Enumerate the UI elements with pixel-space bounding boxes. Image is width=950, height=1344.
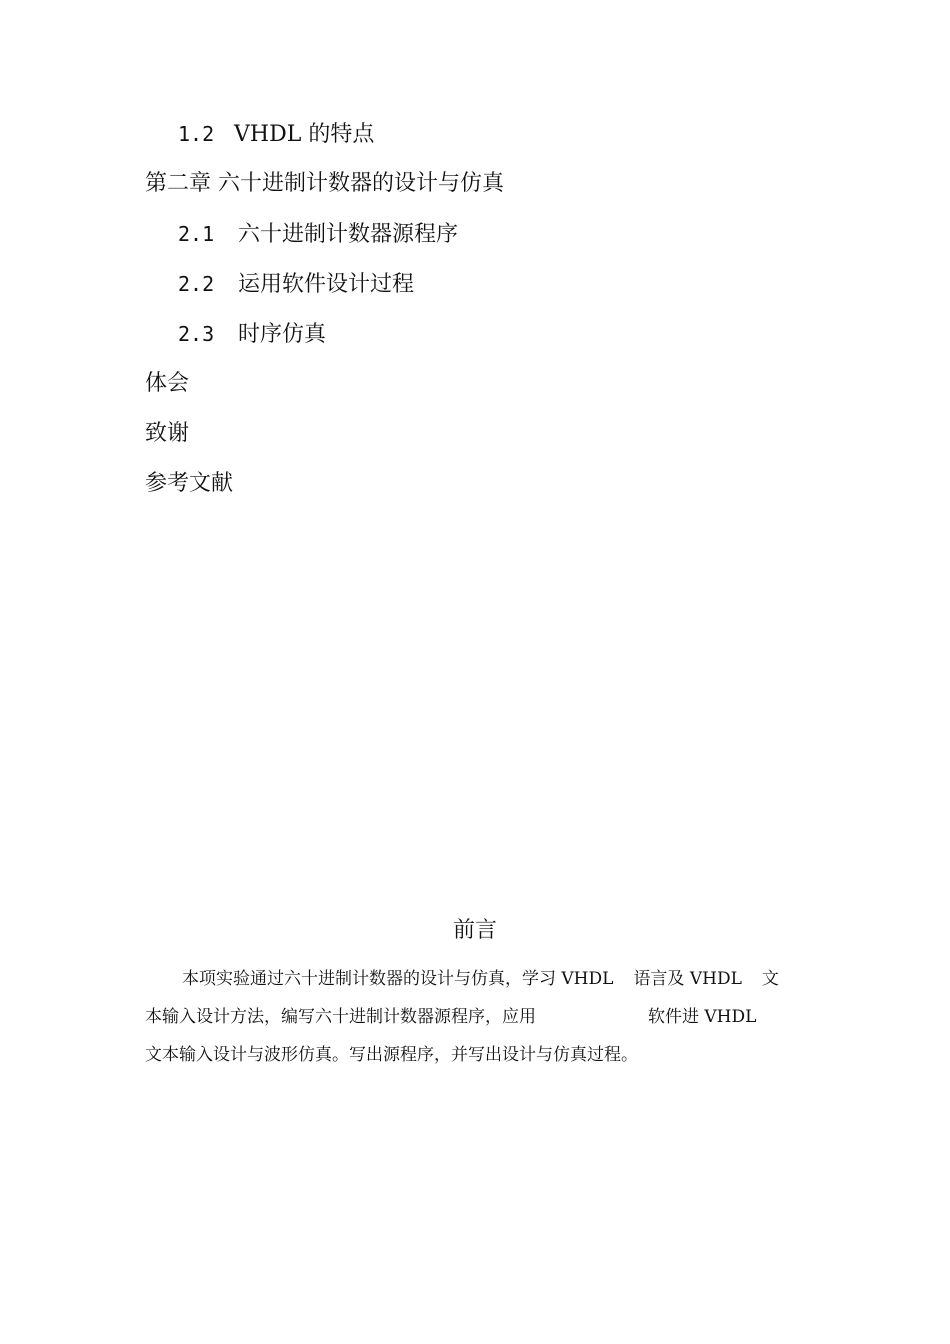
preface-text: 文 <box>761 969 779 989</box>
preface-text: 软件进 VHDL <box>648 1007 757 1027</box>
toc-entry-title: VHDL 的特点 <box>234 122 375 147</box>
toc-entry-2-3 <box>178 321 326 348</box>
toc-entry-number: 2.1 <box>178 222 215 246</box>
toc-entry-title: 参考文献 <box>145 471 234 496</box>
preface-paragraph-line-1 <box>182 968 779 990</box>
toc-entry-title: 时序仿真 <box>238 322 327 347</box>
preface-text: 本项实验通过六十进制计数器的设计与仿真，学习 VHDL <box>182 969 614 989</box>
toc-entry-title: 运用软件设计过程 <box>238 272 415 297</box>
preface-paragraph-line-3 <box>145 1044 638 1066</box>
toc-entry-number: 2.3 <box>178 322 215 346</box>
toc-entry-number: 1.2 <box>178 122 215 146</box>
toc-entry-zhixie <box>145 421 189 447</box>
toc-entry-tihui <box>145 371 189 397</box>
preface-paragraph-line-2 <box>145 1006 756 1028</box>
toc-entry-1-2 <box>178 121 374 148</box>
toc-entry-references <box>145 471 233 497</box>
preface-text: 本输入设计方法，编写六十进制计数器源程序，应用 <box>145 1007 536 1027</box>
toc-entry-2-2 <box>178 271 414 298</box>
toc-entry-title: 体会 <box>145 371 190 396</box>
preface-text: 文本输入设计与波形仿真。写出源程序，并写出设计与仿真过程。 <box>145 1045 638 1065</box>
toc-entry-title: 六十进制计数器源程序 <box>238 222 459 247</box>
toc-entry-title: 致谢 <box>145 421 190 446</box>
toc-entry-title: 第二章 六十进制计数器的设计与仿真 <box>145 171 504 196</box>
toc-entry-2-1 <box>178 221 458 248</box>
preface-title: 前言 <box>452 918 497 943</box>
preface-text: 语言及 VHDL <box>633 969 742 989</box>
toc-entry-number: 2.2 <box>178 272 215 296</box>
toc-entry-chapter-2 <box>145 171 504 197</box>
